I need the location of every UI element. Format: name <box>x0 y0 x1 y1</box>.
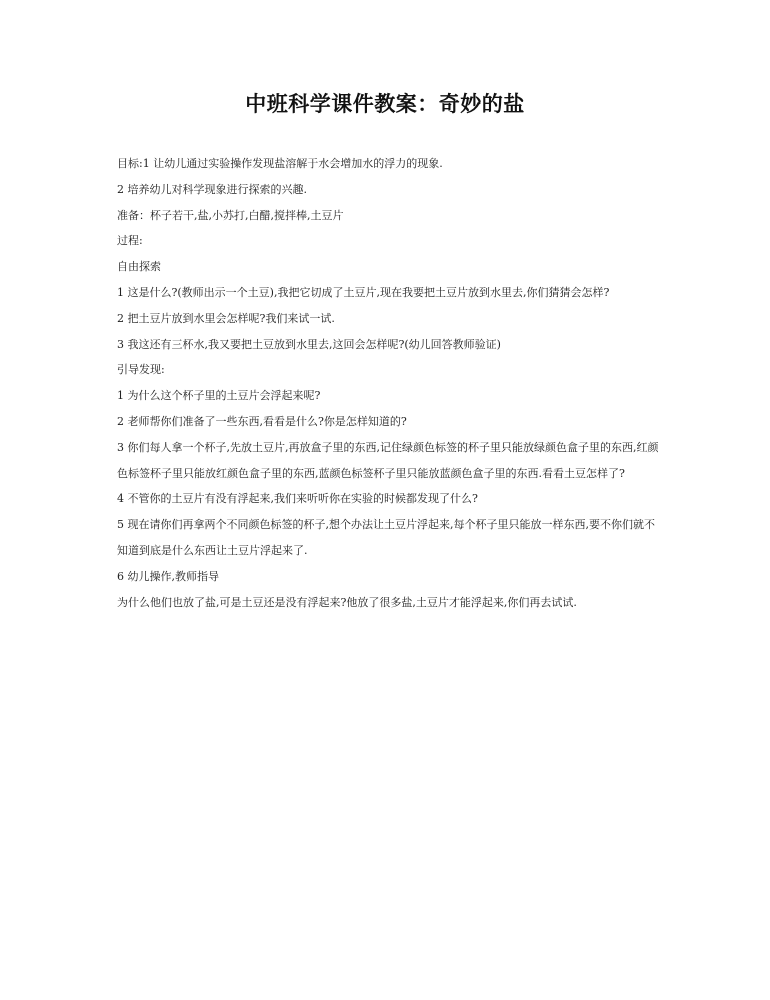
exploration-step-3: 3 我这还有三杯水,我又要把土豆放到水里去,这回会怎样呢?(幼儿回答教师验证) <box>117 337 501 351</box>
preparation-paragraph: 准备：杯子若干,盐,小苏打,白醋,搅拌棒,土豆片 <box>117 208 344 222</box>
process-heading: 过程: <box>117 234 143 248</box>
goal-paragraph: 目标:1 让幼儿通过实验操作发现盐溶解于水会增加水的浮力的现象. <box>117 157 443 170</box>
guided-discovery-heading: 引导发现: <box>117 363 165 377</box>
discovery-step-5: 5 现在请你们再拿两个不同颜色标签的杯子,想个办法让土豆片浮起来,每个杯子里只能放一样东西,要不你们就不知道到底是什么东西让土豆片浮起来了. <box>117 518 655 557</box>
discovery-step-6: 6 幼儿操作,教师指导 <box>117 569 219 583</box>
discovery-step-4: 4 不管你的土豆片有没有浮起来,我们来听听你在实验的时候都发现了什么? <box>117 492 478 506</box>
discovery-step-1: 1 为什么这个杯子里的土豆片会浮起来呢? <box>117 389 321 403</box>
goal-paragraph-2: 2 培养幼儿对科学现象进行探索的兴趣. <box>117 182 307 196</box>
exploration-step-2: 2 把土豆片放到水里会怎样呢?我们来试一试. <box>117 311 335 325</box>
discovery-step-2: 2 老师帮你们准备了一些东西,看看是什么?你是怎样知道的? <box>117 414 407 428</box>
discovery-step-3: 3 你们每人拿一个杯子,先放土豆片,再放盒子里的东西,记住绿颜色标签的杯子里只能放绿颜色盒子里的东西,红颜色标签杯子里只能放红颜色盒子里的东西,蓝颜色标签杯子里只能放蓝颜色盒子里的东西.看看土豆怎样了? <box>117 440 659 480</box>
free-exploration-heading: 自由探索 <box>117 260 161 274</box>
closing-paragraph: 为什么他们也放了盐,可是土豆还是没有浮起来?他放了很多盐,土豆片才能浮起来,你们再去试试. <box>117 595 577 609</box>
document-title: 中班科学课件教案：奇妙的盐 <box>245 92 525 116</box>
document-body <box>117 151 662 615</box>
exploration-step-1: 1 这是什么?(教师出示一个土豆),我把它切成了土豆片,现在我要把土豆片放到水里去,你们猜猜会怎样? <box>117 285 610 299</box>
